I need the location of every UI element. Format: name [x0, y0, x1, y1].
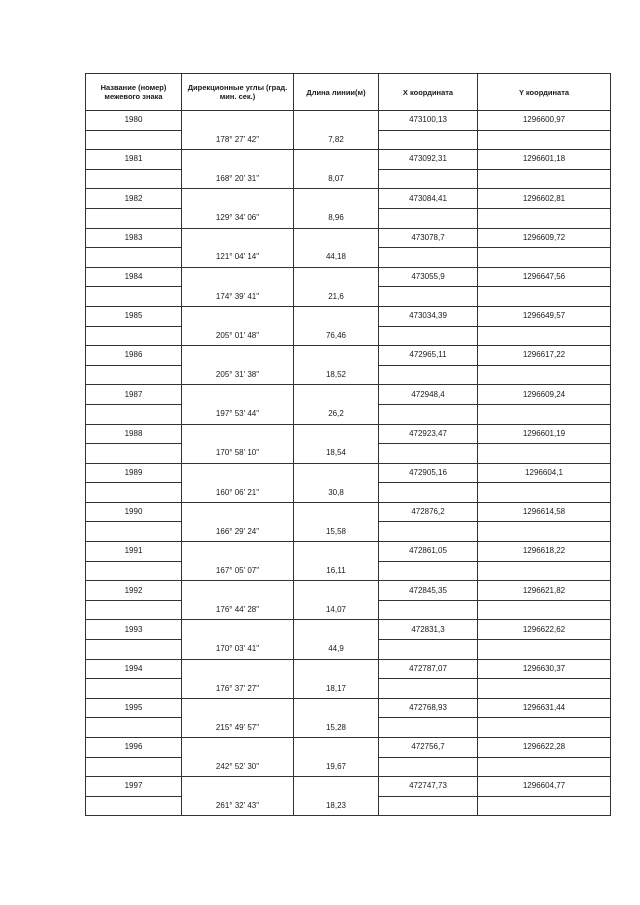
y-coordinate-cell: 1296622,28: [478, 738, 611, 758]
point-name-cell: 1989: [86, 463, 182, 483]
x-coordinate-cell: 472861,05: [379, 542, 478, 562]
line-length-cell: 15,28: [294, 718, 379, 738]
x-coordinate-cell: 473084,41: [379, 189, 478, 209]
x-coordinate-cell: [379, 365, 478, 385]
direction-angle-cell: 121° 04' 14": [182, 248, 294, 268]
direction-angle-cell: 197° 53' 44": [182, 404, 294, 424]
y-coordinate-cell: [478, 483, 611, 503]
table-row-segment: [86, 718, 611, 738]
line-length-cell: [294, 424, 379, 444]
x-coordinate-cell: [379, 326, 478, 346]
direction-angle-cell: 160° 06' 21": [182, 483, 294, 503]
direction-angle-cell: [182, 150, 294, 170]
x-coordinate-cell: [379, 248, 478, 268]
direction-angle-cell: [182, 385, 294, 405]
direction-angle-cell: 178° 27' 42": [182, 130, 294, 150]
y-coordinate-cell: 1296600,97: [478, 111, 611, 131]
direction-angle-cell: [182, 620, 294, 640]
point-name-cell: [86, 130, 182, 150]
y-coordinate-cell: [478, 522, 611, 542]
line-length-cell: 15,58: [294, 522, 379, 542]
point-name-cell: 1993: [86, 620, 182, 640]
direction-angle-cell: [182, 228, 294, 248]
line-length-cell: [294, 542, 379, 562]
line-length-cell: 16,11: [294, 561, 379, 581]
point-name-cell: [86, 796, 182, 816]
direction-angle-cell: 170° 58' 10": [182, 444, 294, 464]
direction-angle-cell: 215° 49' 57": [182, 718, 294, 738]
direction-angle-cell: 176° 37' 27": [182, 679, 294, 699]
y-coordinate-cell: 1296602,81: [478, 189, 611, 209]
point-name-cell: 1988: [86, 424, 182, 444]
x-coordinate-cell: [379, 287, 478, 307]
point-name-cell: [86, 718, 182, 738]
table-row-point: [86, 385, 611, 405]
direction-angle-cell: [182, 267, 294, 287]
table-row-point: [86, 738, 611, 758]
point-name-cell: [86, 169, 182, 189]
line-length-cell: [294, 150, 379, 170]
point-name-cell: 1982: [86, 189, 182, 209]
point-name-cell: 1994: [86, 659, 182, 679]
line-length-cell: [294, 777, 379, 797]
table-row-segment: [86, 208, 611, 228]
direction-angle-cell: [182, 346, 294, 366]
header-line-length: Длина линии(м): [294, 74, 379, 111]
x-coordinate-cell: [379, 757, 478, 777]
direction-angle-cell: 176° 44' 28": [182, 600, 294, 620]
point-name-cell: 1986: [86, 346, 182, 366]
y-coordinate-cell: [478, 718, 611, 738]
direction-angle-cell: [182, 306, 294, 326]
line-length-cell: [294, 385, 379, 405]
line-length-cell: 44,9: [294, 640, 379, 660]
point-name-cell: [86, 561, 182, 581]
y-coordinate-cell: [478, 287, 611, 307]
line-length-cell: 8,07: [294, 169, 379, 189]
y-coordinate-cell: [478, 796, 611, 816]
point-name-cell: 1987: [86, 385, 182, 405]
y-coordinate-cell: 1296622,62: [478, 620, 611, 640]
table-row-segment: [86, 444, 611, 464]
y-coordinate-cell: [478, 640, 611, 660]
table-row-segment: [86, 640, 611, 660]
point-name-cell: [86, 208, 182, 228]
x-coordinate-cell: 472768,93: [379, 698, 478, 718]
point-name-cell: [86, 483, 182, 503]
table-row-point: [86, 581, 611, 601]
direction-angle-cell: [182, 738, 294, 758]
line-length-cell: [294, 620, 379, 640]
y-coordinate-cell: 1296614,58: [478, 502, 611, 522]
table-row-segment: [86, 757, 611, 777]
table-row-point: [86, 777, 611, 797]
line-length-cell: [294, 738, 379, 758]
line-length-cell: [294, 189, 379, 209]
x-coordinate-cell: 472905,16: [379, 463, 478, 483]
y-coordinate-cell: 1296618,22: [478, 542, 611, 562]
y-coordinate-cell: 1296604,77: [478, 777, 611, 797]
point-name-cell: [86, 326, 182, 346]
direction-angle-cell: [182, 581, 294, 601]
line-length-cell: 8,96: [294, 208, 379, 228]
direction-angle-cell: [182, 659, 294, 679]
x-coordinate-cell: [379, 796, 478, 816]
x-coordinate-cell: [379, 600, 478, 620]
table-row-point: [86, 267, 611, 287]
direction-angle-cell: [182, 502, 294, 522]
x-coordinate-cell: [379, 522, 478, 542]
line-length-cell: [294, 698, 379, 718]
y-coordinate-cell: 1296617,22: [478, 346, 611, 366]
direction-angle-cell: [182, 111, 294, 131]
table-row-segment: [86, 404, 611, 424]
y-coordinate-cell: [478, 600, 611, 620]
point-name-cell: 1997: [86, 777, 182, 797]
table-body: [86, 111, 611, 816]
table-row-point: [86, 111, 611, 131]
header-direction-angle: Дирекционные углы (град. мин. сек.): [182, 74, 294, 111]
point-name-cell: 1983: [86, 228, 182, 248]
direction-angle-cell: 168° 20' 31": [182, 169, 294, 189]
table-row-segment: [86, 326, 611, 346]
point-name-cell: [86, 522, 182, 542]
direction-angle-cell: 166° 29' 24": [182, 522, 294, 542]
x-coordinate-cell: 472965,11: [379, 346, 478, 366]
x-coordinate-cell: [379, 208, 478, 228]
direction-angle-cell: 205° 31' 38": [182, 365, 294, 385]
direction-angle-cell: 205° 01' 48": [182, 326, 294, 346]
point-name-cell: [86, 444, 182, 464]
point-name-cell: 1995: [86, 698, 182, 718]
table-row-point: [86, 698, 611, 718]
direction-angle-cell: [182, 777, 294, 797]
y-coordinate-cell: 1296609,72: [478, 228, 611, 248]
boundary-coordinates-table: [85, 73, 611, 816]
y-coordinate-cell: 1296621,82: [478, 581, 611, 601]
line-length-cell: [294, 111, 379, 131]
y-coordinate-cell: 1296601,18: [478, 150, 611, 170]
table-row-point: [86, 620, 611, 640]
y-coordinate-cell: [478, 365, 611, 385]
line-length-cell: 14,07: [294, 600, 379, 620]
direction-angle-cell: [182, 424, 294, 444]
point-name-cell: [86, 600, 182, 620]
x-coordinate-cell: [379, 169, 478, 189]
y-coordinate-cell: 1296647,56: [478, 267, 611, 287]
direction-angle-cell: 167° 05' 07": [182, 561, 294, 581]
x-coordinate-cell: [379, 561, 478, 581]
x-coordinate-cell: 473100,13: [379, 111, 478, 131]
direction-angle-cell: 174° 39' 41": [182, 287, 294, 307]
line-length-cell: 7,82: [294, 130, 379, 150]
x-coordinate-cell: 472876,2: [379, 502, 478, 522]
x-coordinate-cell: [379, 679, 478, 699]
table-row-point: [86, 189, 611, 209]
y-coordinate-cell: [478, 679, 611, 699]
line-length-cell: [294, 228, 379, 248]
y-coordinate-cell: [478, 169, 611, 189]
point-name-cell: [86, 640, 182, 660]
point-name-cell: 1984: [86, 267, 182, 287]
line-length-cell: 18,52: [294, 365, 379, 385]
x-coordinate-cell: 472747,73: [379, 777, 478, 797]
point-name-cell: [86, 365, 182, 385]
direction-angle-cell: [182, 542, 294, 562]
table-row-segment: [86, 561, 611, 581]
x-coordinate-cell: [379, 640, 478, 660]
direction-angle-cell: 129° 34' 06": [182, 208, 294, 228]
y-coordinate-cell: [478, 208, 611, 228]
x-coordinate-cell: 472845,35: [379, 581, 478, 601]
y-coordinate-cell: 1296630,37: [478, 659, 611, 679]
line-length-cell: 26,2: [294, 404, 379, 424]
point-name-cell: 1992: [86, 581, 182, 601]
line-length-cell: [294, 463, 379, 483]
y-coordinate-cell: 1296649,57: [478, 306, 611, 326]
table-row-point: [86, 463, 611, 483]
x-coordinate-cell: 472948,4: [379, 385, 478, 405]
header-y-coordinate: Y координата: [478, 74, 611, 111]
x-coordinate-cell: 472756,7: [379, 738, 478, 758]
x-coordinate-cell: [379, 718, 478, 738]
line-length-cell: [294, 659, 379, 679]
table-row-segment: [86, 679, 611, 699]
x-coordinate-cell: [379, 130, 478, 150]
point-name-cell: [86, 679, 182, 699]
table-row-point: [86, 502, 611, 522]
table-row-segment: [86, 600, 611, 620]
y-coordinate-cell: 1296601,19: [478, 424, 611, 444]
line-length-cell: 18,17: [294, 679, 379, 699]
x-coordinate-cell: 472787,07: [379, 659, 478, 679]
direction-angle-cell: [182, 189, 294, 209]
direction-angle-cell: [182, 698, 294, 718]
table-row-segment: [86, 522, 611, 542]
table-row-segment: [86, 169, 611, 189]
header-x-coordinate: X координата: [379, 74, 478, 111]
point-name-cell: [86, 404, 182, 424]
y-coordinate-cell: [478, 130, 611, 150]
table-row-segment: [86, 248, 611, 268]
x-coordinate-cell: [379, 404, 478, 424]
point-name-cell: 1980: [86, 111, 182, 131]
y-coordinate-cell: 1296609,24: [478, 385, 611, 405]
point-name-cell: 1996: [86, 738, 182, 758]
table-row-point: [86, 346, 611, 366]
y-coordinate-cell: [478, 757, 611, 777]
point-name-cell: 1991: [86, 542, 182, 562]
x-coordinate-cell: [379, 483, 478, 503]
direction-angle-cell: 242° 52' 30": [182, 757, 294, 777]
y-coordinate-cell: [478, 561, 611, 581]
x-coordinate-cell: [379, 444, 478, 464]
line-length-cell: 18,23: [294, 796, 379, 816]
x-coordinate-cell: 473034,39: [379, 306, 478, 326]
y-coordinate-cell: [478, 326, 611, 346]
line-length-cell: [294, 346, 379, 366]
table-header-row: [86, 74, 611, 111]
table-row-point: [86, 306, 611, 326]
line-length-cell: 21,6: [294, 287, 379, 307]
y-coordinate-cell: [478, 404, 611, 424]
line-length-cell: [294, 581, 379, 601]
point-name-cell: 1985: [86, 306, 182, 326]
table-row-point: [86, 228, 611, 248]
x-coordinate-cell: 473092,31: [379, 150, 478, 170]
direction-angle-cell: 170° 03' 41": [182, 640, 294, 660]
x-coordinate-cell: 472831,3: [379, 620, 478, 640]
table-row-segment: [86, 365, 611, 385]
line-length-cell: 30,8: [294, 483, 379, 503]
y-coordinate-cell: 1296631,44: [478, 698, 611, 718]
y-coordinate-cell: [478, 248, 611, 268]
line-length-cell: 19,67: [294, 757, 379, 777]
table-row-point: [86, 659, 611, 679]
x-coordinate-cell: 473055,9: [379, 267, 478, 287]
point-name-cell: 1981: [86, 150, 182, 170]
line-length-cell: [294, 502, 379, 522]
table-row-segment: [86, 483, 611, 503]
point-name-cell: [86, 248, 182, 268]
y-coordinate-cell: 1296604,1: [478, 463, 611, 483]
x-coordinate-cell: 473078,7: [379, 228, 478, 248]
table-row-point: [86, 150, 611, 170]
line-length-cell: 44,18: [294, 248, 379, 268]
table-row-segment: [86, 796, 611, 816]
line-length-cell: [294, 267, 379, 287]
x-coordinate-cell: 472923,47: [379, 424, 478, 444]
table-row-point: [86, 424, 611, 444]
point-name-cell: [86, 757, 182, 777]
line-length-cell: 18,54: [294, 444, 379, 464]
point-name-cell: [86, 287, 182, 307]
header-point-name: Название (номер) межевого знака: [86, 74, 182, 111]
y-coordinate-cell: [478, 444, 611, 464]
point-name-cell: 1990: [86, 502, 182, 522]
table-row-point: [86, 542, 611, 562]
line-length-cell: 76,46: [294, 326, 379, 346]
direction-angle-cell: 261° 32' 43": [182, 796, 294, 816]
table-row-segment: [86, 130, 611, 150]
direction-angle-cell: [182, 463, 294, 483]
table-row-segment: [86, 287, 611, 307]
line-length-cell: [294, 306, 379, 326]
